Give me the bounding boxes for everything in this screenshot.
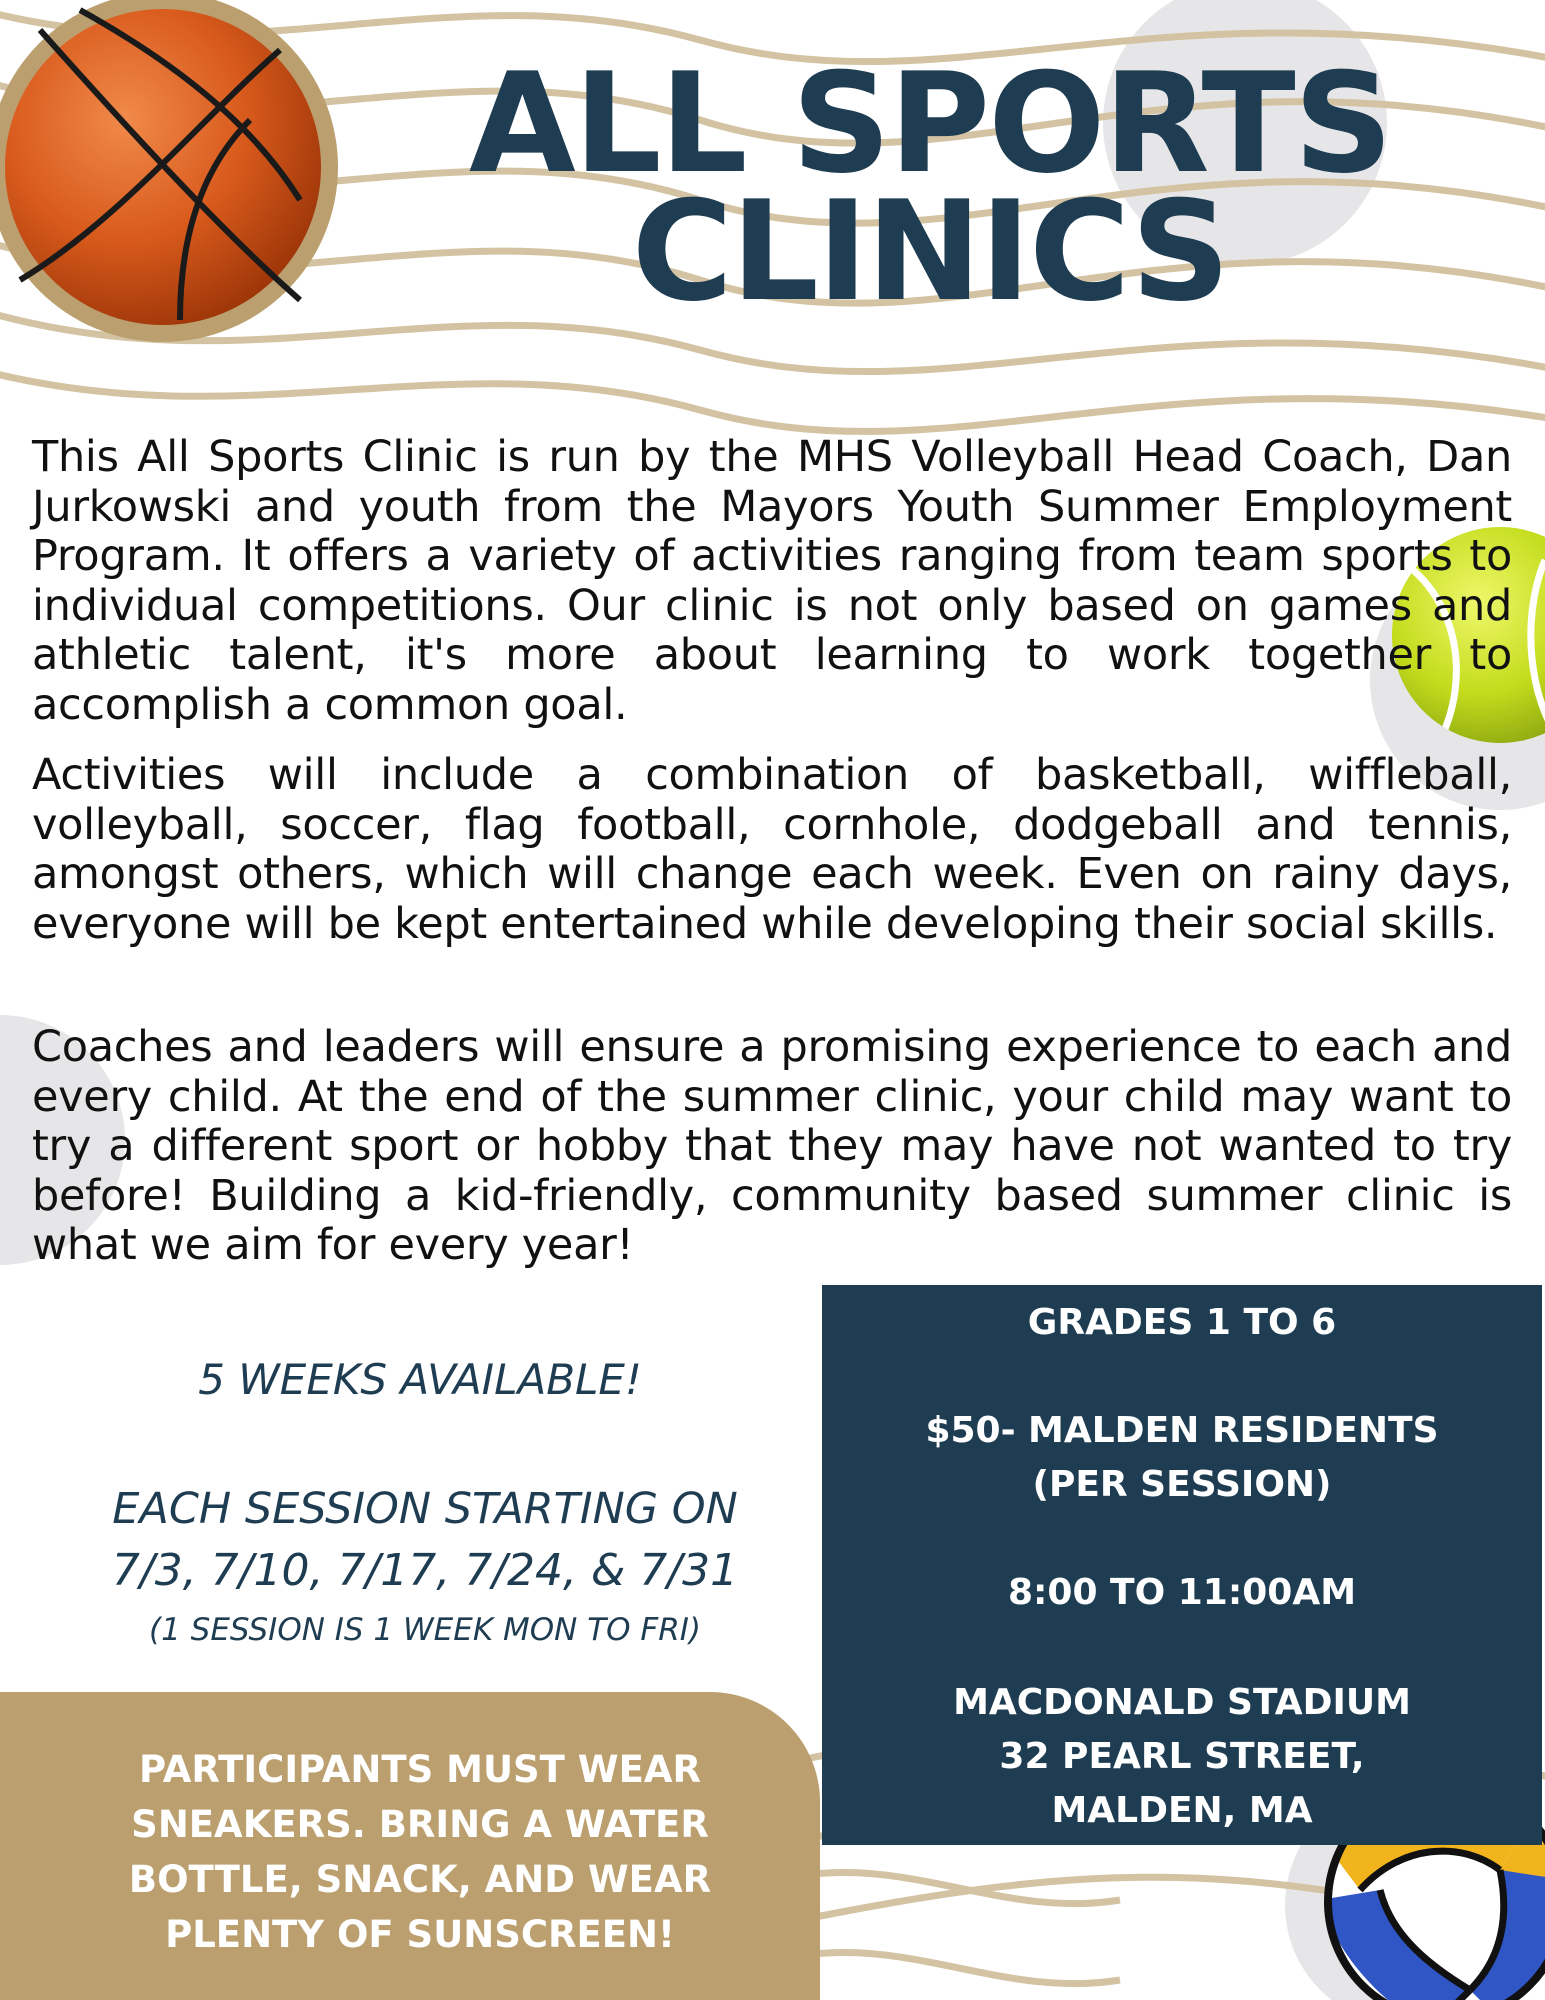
notice-line-1: PARTICIPANTS MUST WEAR — [138, 1748, 702, 1791]
location-line-1: MACDONALD STADIUM — [953, 1682, 1411, 1723]
page-title — [380, 43, 1480, 332]
title-line-1: ALL SPORTS — [468, 43, 1392, 204]
coaches-paragraph: Coaches and leaders will ensure a promising experience to each and every child. At the end of the summer clinic, your child may want to try a different sport or hobby that they may have not wanted to try before! Building a kid-friendly, community based summer clinic is what we aim for every year! — [32, 1022, 1512, 1270]
info-box — [822, 1285, 1542, 1845]
location-line-2: 32 PEARL STREET, — [999, 1736, 1365, 1777]
intro-paragraph: This All Sports Clinic is run by the MHS Volleyball Head Coach, Dan Jurkowski and youth from the Mayors Youth Summer Employment Program. It offers a variety of activities ranging from team sports to individual competitions. Our clinic is not only based on games and athletic talent, it's more about learning to work together to accomplish a common goal. — [32, 432, 1512, 730]
notice-box — [0, 1692, 820, 2000]
weeks-available: 5 WEEKS AVAILABLE! — [198, 1355, 642, 1404]
time: 8:00 TO 11:00AM — [1007, 1572, 1357, 1613]
price-line-2: (PER SESSION) — [1032, 1464, 1332, 1505]
price-line-1: $50- MALDEN RESIDENTS — [925, 1410, 1439, 1451]
notice-text — [40, 1742, 800, 1962]
notice-line-3: BOTTLE, SNACK, AND WEAR — [128, 1858, 712, 1901]
session-note: (1 SESSION IS 1 WEEK MON TO FRI) — [148, 1612, 702, 1648]
title-line-2: CLINICS — [631, 171, 1229, 332]
session-dates: 7/3, 7/10, 7/17, 7/24, & 7/31 — [111, 1545, 739, 1596]
session-start-label: EACH SESSION STARTING ON — [112, 1484, 738, 1534]
activities-paragraph: Activities will include a combination of basketball, wiffleball, volleyball, soccer, flag football, cornhole, dodgeball and tennis, amongst others, which will change each week. Even on rainy days, everyone will be kept entertained while developing their social skills. — [32, 750, 1512, 949]
basketball-icon — [0, 0, 338, 342]
grades: GRADES 1 TO 6 — [1027, 1302, 1337, 1343]
notice-line-4: PLENTY OF SUNSCREEN! — [165, 1913, 675, 1956]
location-line-3: MALDEN, MA — [1051, 1790, 1313, 1831]
notice-line-2: SNEAKERS. BRING A WATER — [131, 1803, 709, 1846]
